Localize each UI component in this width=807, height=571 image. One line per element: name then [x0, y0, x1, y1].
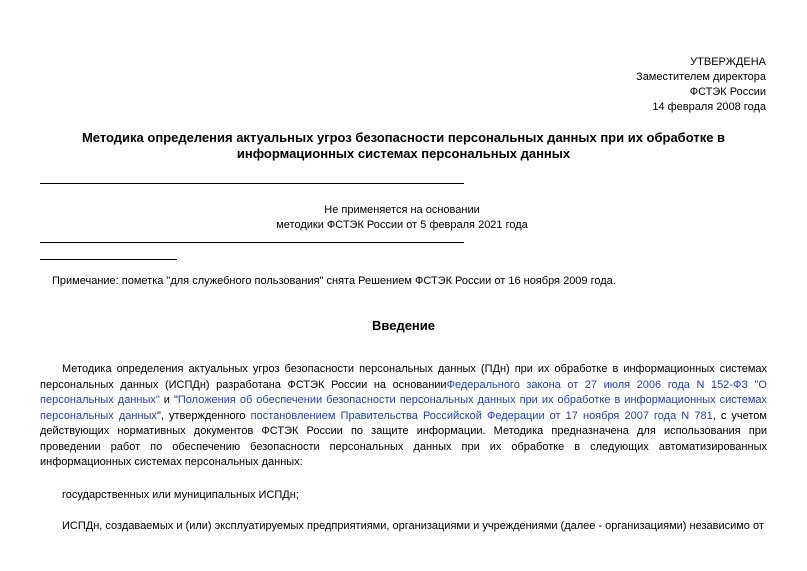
approval-authority: Заместителем директора	[636, 71, 766, 83]
link-regulation-personal-data[interactable]: Положения об обеспечении безопасности персональных данных при их обработке в информационных системах персональных данных	[40, 394, 767, 422]
link-federal-law-152[interactable]: Федерального закона от 27 июля 2006 года N 152-ФЗ "О персональных данных"	[40, 378, 767, 406]
list-item: ИСПДн, создаваемых и (или) эксплуатируемых предприятиями, организациями и учреждениями (далее - организациями) независимо от	[62, 520, 764, 532]
divider-top	[40, 183, 464, 184]
approval-agency: ФСТЭК России	[689, 86, 766, 98]
document-title: Методика определения актуальных угроз безопасности персональных данных при их обработке в информационных системах персональных данных	[81, 130, 726, 161]
list-item: государственных или муниципальных ИСПДн;	[62, 489, 299, 501]
paragraph-text: и "	[159, 394, 178, 406]
divider-short	[40, 259, 177, 260]
remark-note: Примечание: пометка "для служебного пользования" снята Решением ФСТЭК России от 16 ноября 2009 года.	[52, 275, 616, 287]
paragraph-text: ", утвержденного	[156, 409, 251, 422]
notice-line-2: методики ФСТЭК России от 5 февраля 2021 года	[276, 219, 528, 231]
approval-status: УТВЕРЖДЕНА	[690, 56, 766, 68]
paragraph-text: , с учетом действующих нормативных документов ФСТЭК России по защите информации. Методика предназначена для использования при проведении работ по обеспечению безопасности персональных данных при их обработке в следующих автоматизированных информационных системах персональных данных:	[40, 409, 767, 468]
paragraph-text: Методика определения актуальных угроз безопасности персональных данных (ПДн) при их обработке в информационных системах персональных данных (ИСПДн) разработана ФСТЭК России на основании	[40, 363, 767, 391]
divider-middle	[40, 242, 464, 243]
notice-line-1: Не применяется на основании	[324, 204, 480, 216]
approval-date: 14 февраля 2008 года	[652, 101, 766, 113]
intro-paragraph	[40, 362, 767, 471]
link-government-decree-781[interactable]: постановлением Правительства Российской Федерации от 17 ноября 2007 года N 781	[250, 409, 713, 422]
section-heading-introduction: Введение	[372, 318, 435, 333]
approval-block	[636, 55, 766, 115]
notice-block	[40, 203, 764, 233]
